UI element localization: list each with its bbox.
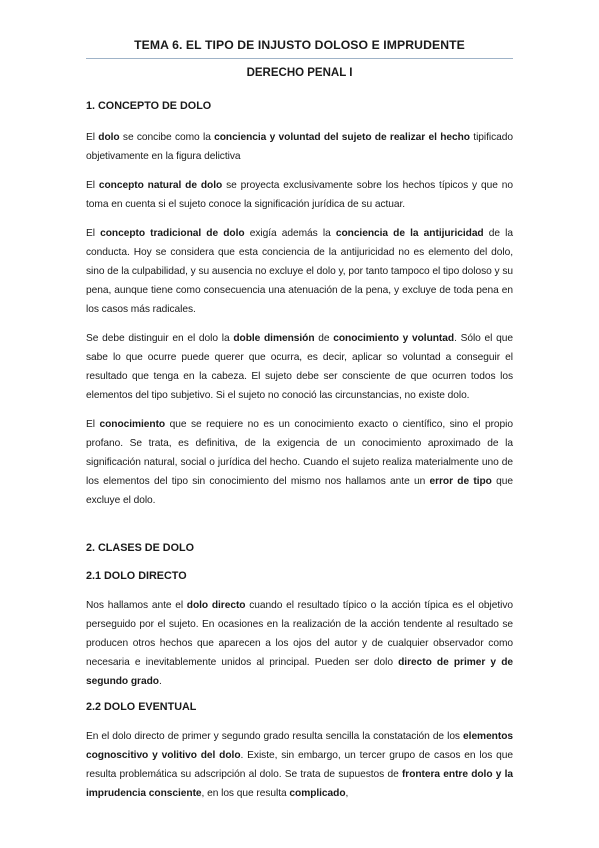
text-run: Se debe distinguir en el dolo la — [86, 333, 234, 344]
paragraph — [86, 176, 513, 214]
bold-text-run: dolo directo — [186, 600, 246, 611]
text-run: de — [314, 333, 334, 344]
bold-text-run: conocimiento y voluntad — [333, 333, 455, 344]
bold-text-run: frontera entre dolo y la imprudencia consciente — [86, 769, 514, 799]
text-run: . — [158, 676, 162, 687]
text-run: El — [86, 180, 99, 191]
subsection-heading-dolo-directo: 2.1 DOLO DIRECTO — [86, 570, 187, 582]
text-run: . Existe, sin embargo, un tercer grupo de casos en los que resulta problemática su adscripción al dolo. Se trata de supuestos de — [86, 750, 513, 780]
text-run: , — [345, 788, 349, 799]
section-heading-clases: 2. CLASES DE DOLO — [86, 542, 194, 554]
bold-text-run: directo de primer y de segundo grado — [86, 657, 513, 687]
bold-text-run: complicado — [289, 788, 346, 799]
text-run: Nos hallamos ante el — [86, 600, 187, 611]
text-run: que excluye el dolo. — [86, 476, 513, 506]
paragraph — [86, 596, 513, 691]
text-run: de la conducta. Hoy se considera que esta conciencia de la antijuricidad no es elemento del dolo, sino de la culpabilidad, y su ausencia no excluye el dolo y, por tanto tampoco el tipo doloso y su pena, aunque tiene como consecuencia una atenuación de la pena, y excluye de toda pena en los casos más radicales. — [86, 228, 514, 315]
text-run: El — [86, 419, 100, 430]
text-run: , en los que resulta — [201, 788, 290, 799]
document-title: TEMA 6. EL TIPO DE INJUSTO DOLOSO E IMPRUDENTE — [134, 38, 465, 52]
bold-text-run: conocimiento — [99, 419, 166, 430]
bold-text-run: concepto tradicional de dolo — [100, 228, 245, 239]
document-subtitle: DERECHO PENAL I — [246, 67, 353, 79]
text-run: tipificado objetivamente en la figura delictiva — [86, 132, 513, 162]
page-content — [86, 36, 513, 803]
text-run: se concibe como la — [119, 132, 215, 143]
bold-text-run: doble dimensión — [233, 333, 315, 344]
section-heading-concepto: 1. CONCEPTO DE DOLO — [86, 100, 212, 112]
bold-text-run: elementos cognoscitivo y volitivo del dolo — [86, 731, 513, 761]
text-run: . Sólo el que sabe lo que ocurre puede querer que ocurra, es decir, aplicar so voluntad a conseguir el resultado que tenga en la cabeza. El sujeto debe ser consciente de que ocurren todos los elementos del tipo subjetivo. Si el sujeto no conoció las circunstancias, no existe dolo. — [86, 333, 513, 401]
paragraph — [86, 128, 513, 166]
bold-text-run: error de tipo — [429, 476, 492, 487]
subsection-heading-dolo-eventual: 2.2 DOLO EVENTUAL — [86, 701, 197, 713]
text-run: que se requiere no es un conocimiento exacto o científico, sino el propio profano. Se trata, es definitiva, de la exigencia de un conocimiento aproximado de la significación natural, social o jurídica del hecho. Cuando el sujeto realiza materialmente uno de los elementos del tipo sin conocimiento del mismo nos hallamos ante un — [86, 419, 513, 487]
bold-text-run: dolo — [98, 132, 120, 143]
text-run: En el dolo directo de primer y segundo grado resulta sencilla la constatación de los — [86, 731, 464, 742]
text-run: cuando el resultado típico o la acción típica es el objetivo perseguido por el sujeto. En ocasiones en la realización de la acción tendente al resultado se producen otros hechos que aparecen a los ojos del autor y de cualquier observador como necesaria e inevitablemente unidos al principal. Pueden ser dolo — [86, 600, 513, 668]
text-run: El — [86, 132, 99, 143]
text-run: exigía además la — [244, 228, 336, 239]
bold-text-run: conciencia de la antijuricidad — [335, 228, 484, 239]
paragraph — [86, 224, 513, 319]
paragraph — [86, 415, 513, 510]
paragraph — [86, 727, 513, 803]
text-run: se proyecta exclusivamente sobre los hechos típicos y que no toma en cuenta si el sujeto conoce la significación jurídica de su actuar. — [86, 180, 513, 210]
bold-text-run: conciencia y voluntad del sujeto de realizar el hecho — [214, 132, 470, 143]
bold-text-run: concepto natural de dolo — [98, 180, 223, 191]
header-divider — [86, 58, 513, 82]
text-run: El — [86, 228, 101, 239]
paragraph — [86, 329, 513, 405]
